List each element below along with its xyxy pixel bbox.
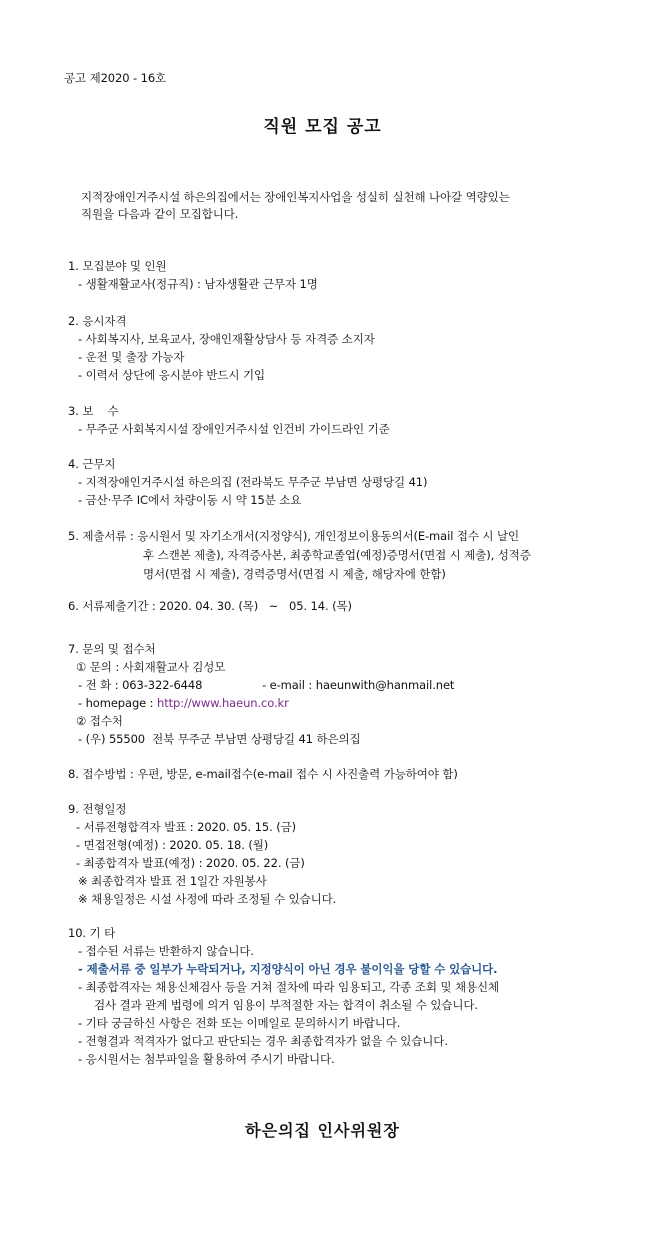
section-7-phone: - 전 화 : 063-322-6448 [78, 678, 203, 692]
section-5-line-2: 후 스캔본 제출), 자격증사본, 최종학교졸업(예정)증명서(면접 시 제출), 성적증 [143, 548, 531, 562]
section-2-item-2: - 운전 및 출장 가능자 [78, 350, 185, 364]
section-9-heading: 9. 전형일정 [68, 802, 127, 816]
section-4-item-1: - 지적장애인거주시설 하은의집 (전라북도 무주군 부남면 상평당길 41) [78, 475, 428, 489]
section-10-item-3-cont: 검사 결과 관계 법령에 의거 임용이 부적절한 자는 합격이 취소될 수 있습니다. [94, 998, 478, 1012]
section-2-item-1: - 사회복지사, 보육교사, 장애인재활상담사 등 자격증 소지자 [78, 332, 375, 346]
homepage-label: - homepage : [78, 696, 158, 710]
section-7-homepage [78, 695, 289, 711]
emphasis-text: 제출서류 중 일부가 누락되거나, 지정양식이 아닌 경우 불이익을 당할 수 있습니다. [86, 962, 498, 976]
section-9-note-1: ※ 최종합격자 발표 전 1일간 자원봉사 [78, 874, 267, 888]
intro-line-2: 직원을 다음과 같이 모집합니다. [81, 207, 239, 221]
section-3-heading: 3. 보 수 [68, 404, 119, 418]
section-6-line: 6. 서류제출기간 : 2020. 04. 30. (목) ~ 05. 14. (목) [68, 599, 352, 613]
section-7-reception: ② 접수처 [76, 714, 123, 728]
section-9-item-2: - 면접전형(예정) : 2020. 05. 18. (월) [76, 838, 269, 852]
section-10-item-3: - 최종합격자는 채용신체검사 등을 거쳐 절차에 따라 임용되고, 각종 조회 및 채용신체 [78, 980, 500, 994]
section-8-line: 8. 접수방법 : 우편, 방문, e-mail접수(e-mail 접수 시 사진출력 가능하여야 함) [68, 767, 458, 781]
section-9-item-1: - 서류전형합격자 발표 : 2020. 05. 15. (금) [76, 820, 296, 834]
section-9-item-3: - 최종합격자 발표(예정) : 2020. 05. 22. (금) [76, 856, 305, 870]
section-10-item-4: - 기타 궁금하신 사항은 전화 또는 이메일로 문의하시기 바랍니다. [78, 1016, 401, 1030]
signature: 하은의집 인사위원장 [245, 1121, 400, 1140]
section-10-item-1: - 접수된 서류는 반환하지 않습니다. [78, 944, 254, 958]
section-10-item-5: - 전형결과 적격자가 없다고 판단되는 경우 최종합격자가 없을 수 있습니다. [78, 1034, 448, 1048]
intro-line-1: 지적장애인거주시설 하은의집에서는 장애인복지사업을 성실히 실천해 나아갈 역량있는 [81, 190, 510, 204]
section-9-note-2: ※ 채용일정은 시설 사정에 따라 조정될 수 있습니다. [78, 892, 337, 906]
section-7-inquiry: ① 문의 : 사회재활교사 김성모 [76, 660, 226, 674]
section-7-heading: 7. 문의 및 접수처 [68, 642, 156, 656]
section-2-item-3: - 이력서 상단에 응시분야 반드시 기입 [78, 368, 265, 382]
page-title: 직원 모집 공고 [263, 117, 382, 137]
homepage-link[interactable]: http://www.haeun.co.kr [157, 696, 289, 710]
section-4-heading: 4. 근무지 [68, 457, 116, 471]
section-2-heading: 2. 응시자격 [68, 314, 127, 328]
section-10-item-6: - 응시원서는 첨부파일을 활용하여 주시기 바랍니다. [78, 1052, 335, 1066]
section-1-item: - 생활재활교사(정규직) : 남자생활관 근무자 1명 [78, 277, 318, 291]
section-5-line-1: 5. 제출서류 : 응시원서 및 자기소개서(지정양식), 개인정보이용동의서(E-mail 접수 시 날인 [68, 529, 520, 543]
section-7-address: - (우) 55500 전북 무주군 부남면 상평당길 41 하은의집 [78, 732, 361, 746]
section-10-heading: 10. 기 타 [68, 926, 116, 940]
section-5-line-3: 명서(면접 시 제출), 경력증명서(면접 시 제출, 해당자에 한함) [143, 567, 446, 581]
section-7-email: - e-mail : haeunwith@hanmail.net [262, 678, 455, 692]
dash: - [78, 962, 87, 976]
section-4-item-2: - 금산·무주 IC에서 차량이동 시 약 15분 소요 [78, 493, 302, 507]
section-1-heading: 1. 모집분야 및 인원 [68, 259, 167, 273]
notice-number: 공고 제2020 - 16호 [64, 71, 167, 85]
section-3-item: - 무주군 사회복지시설 장애인거주시설 인건비 가이드라인 기준 [78, 422, 390, 436]
section-10-item-2 [78, 961, 497, 977]
